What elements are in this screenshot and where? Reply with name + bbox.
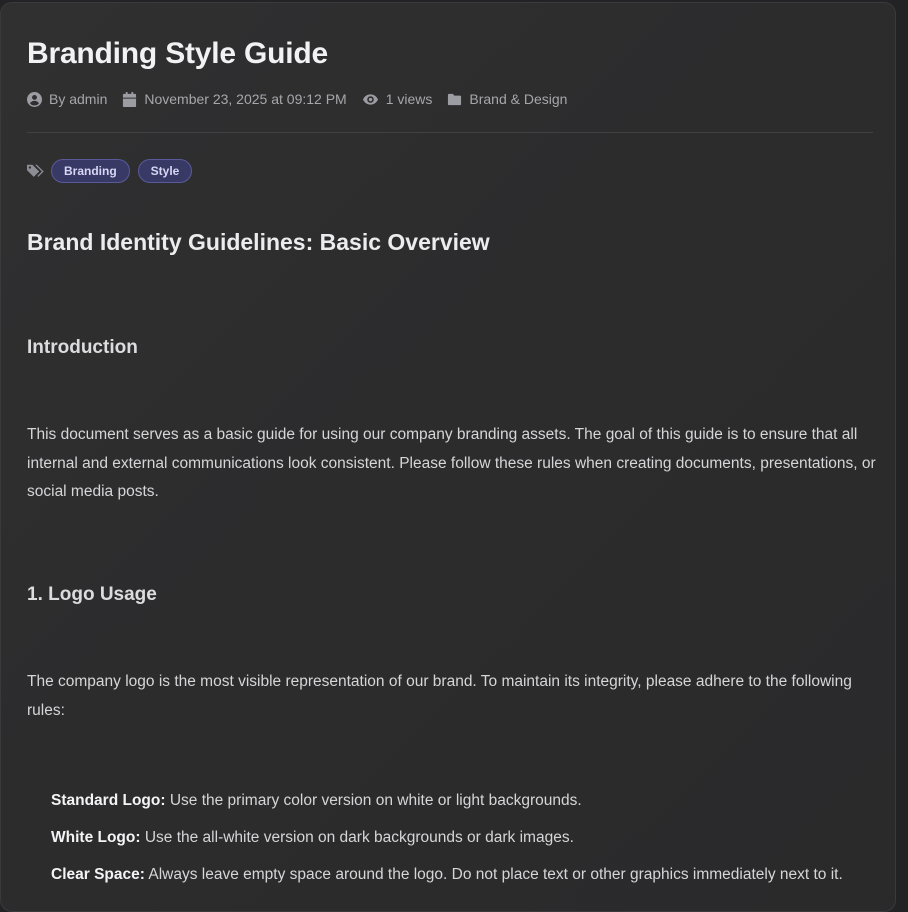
list-item — [51, 861, 891, 898]
calendar-icon — [122, 92, 137, 107]
section-heading-logo-usage: 1. Logo Usage — [27, 584, 157, 605]
rule-label: White Logo: — [51, 829, 141, 846]
section-paragraph-logo-usage: The company logo is the most visible representation of our brand. To maintain its integrity, please adhere to the following rules: — [27, 673, 852, 719]
eye-icon — [362, 92, 379, 107]
rule-text: Use the primary color version on white or light backgrounds. — [165, 792, 582, 809]
tag-branding[interactable]: Branding — [51, 159, 130, 183]
section-heading-introduction: Introduction — [27, 337, 138, 358]
rule-text: Use the all-white version on dark backgrounds or dark images. — [140, 829, 574, 846]
section-paragraph-introduction: This document serves as a basic guide for using our company branding assets. The goal of this guide is to ensure that all internal and external communications look consistent. Please follow these rules when creating documents, presentations, or social media posts. — [27, 426, 876, 500]
meta-date — [122, 91, 346, 107]
meta-author[interactable] — [27, 91, 107, 107]
rule-label: Standard Logo: — [51, 792, 166, 809]
meta-category[interactable] — [447, 91, 567, 107]
user-circle-icon — [27, 92, 42, 107]
meta-author-text: By admin — [49, 91, 108, 107]
article-heading: Brand Identity Guidelines: Basic Overview — [27, 229, 490, 255]
article-meta — [27, 89, 582, 109]
rule-label: Clear Space: — [51, 866, 145, 883]
folder-icon — [447, 92, 462, 107]
rule-text: Always leave empty space around the logo. Do not place text or other graphics immediately next to it. — [144, 866, 843, 883]
list-item — [51, 787, 891, 824]
tag-style[interactable]: Style — [138, 159, 193, 183]
logo-rules-list — [51, 787, 891, 898]
tag-list — [27, 159, 200, 183]
meta-date-text: November 23, 2025 at 09:12 PM — [144, 91, 347, 107]
page-title: Branding Style Guide — [27, 37, 329, 70]
list-item — [51, 824, 891, 861]
meta-category-text: Brand & Design — [469, 91, 568, 107]
meta-divider — [27, 132, 873, 133]
tags-icon — [27, 163, 45, 179]
meta-views-text: 1 views — [385, 91, 433, 107]
article-card — [0, 2, 896, 912]
meta-views — [362, 91, 433, 107]
